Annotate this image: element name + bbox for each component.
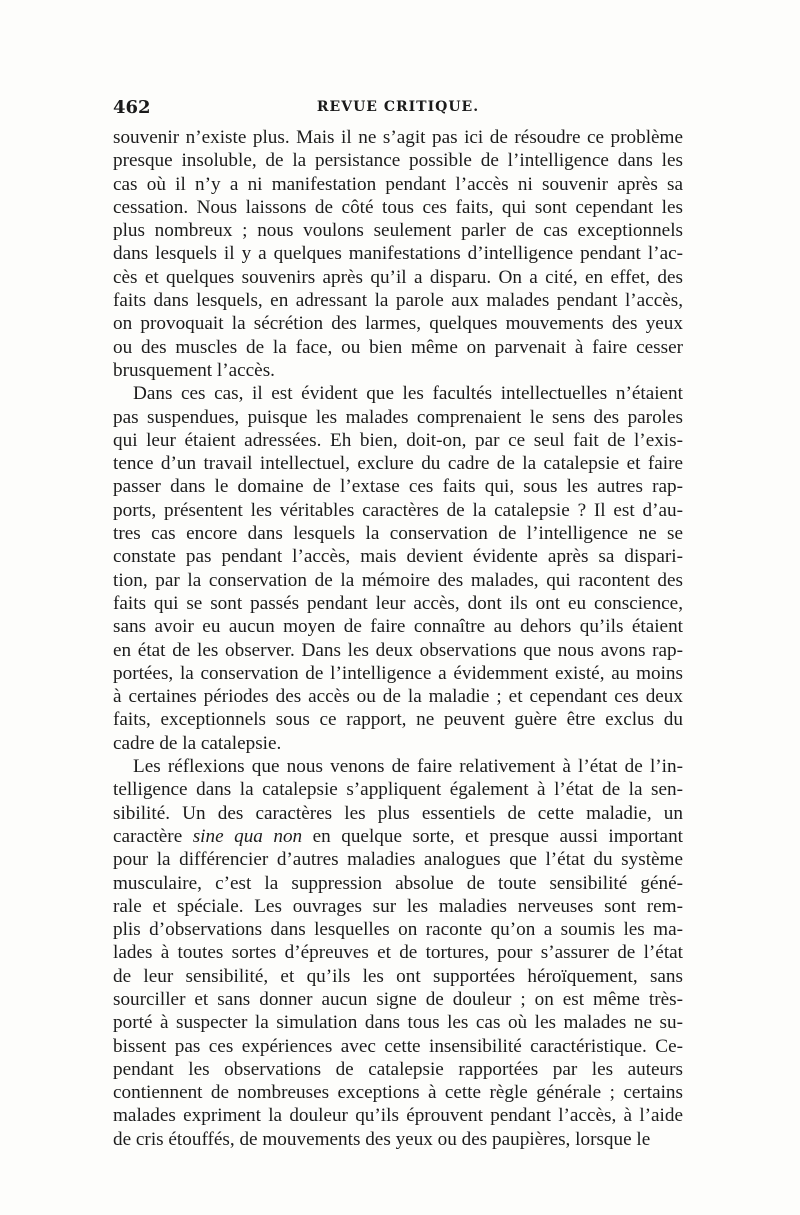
text-line: Dans ces cas, il est évident que les facultés intellectuelles n’étaient: [133, 383, 683, 405]
text-line: presque insoluble, de la persistance possible de l’intelligence dans les: [113, 150, 683, 172]
text-line: bissent pas ces expériences avec cette insensibilité caractéristique. Ce-: [113, 1035, 683, 1057]
text-line: en état de les observer. Dans les deux observations que nous avons rap-: [113, 639, 683, 661]
text-line: ou des muscles de la face, ou bien même on parvenait à faire cesser: [113, 336, 683, 358]
body-text: [113, 126, 683, 1151]
text-line: portées, la conservation de l’intelligence a évidemment existé, au moins: [113, 662, 683, 684]
text-line: de leur sensibilité, et qu’ils les ont supportées héroïquement, sans: [113, 965, 683, 987]
text-line: cès et quelques souvenirs après qu’il a disparu. On a cité, en effet, des: [113, 266, 683, 288]
text-line: pas suspendues, puisque les malades comprenaient le sens des paroles: [113, 406, 683, 428]
text-line: malades expriment la douleur qu’ils éprouvent pendant l’accès, à l’aide: [113, 1105, 683, 1127]
text-line: plis d’observations dans lesquelles on raconte qu’on a soumis les ma-: [113, 919, 683, 941]
text-line: rale et spéciale. Les ouvrages sur les maladies nerveuses sont rem-: [113, 895, 683, 917]
text-line: contiennent de nombreuses exceptions à cette règle générale ; certains: [113, 1082, 683, 1104]
text-line: plus nombreux ; nous voulons seulement parler de cas exceptionnels: [113, 220, 683, 242]
text-line: constate pas pendant l’accès, mais devient évidente après sa dispari-: [113, 546, 683, 568]
text-line: tres cas encore dans lesquels la conservation de l’intelligence ne se: [113, 523, 683, 545]
text-line: pour la différencier d’autres maladies analogues que l’état du système: [113, 849, 683, 871]
text-line: lades à toutes sortes d’épreuves et de tortures, pour s’assurer de l’état: [113, 942, 683, 964]
text-line: faits dans lesquels, en adressant la parole aux malades pendant l’accès,: [113, 290, 683, 312]
text-line: dans lesquels il y a quelques manifestations d’intelligence pendant l’ac-: [113, 243, 683, 265]
text-line: pendant les observations de catalepsie rapportées par les auteurs: [113, 1058, 683, 1080]
text-line: cessation. Nous laissons de côté tous ces faits, qui sont cependant les: [113, 196, 683, 218]
text-line: on provoquait la sécrétion des larmes, quelques mouvements des yeux: [113, 313, 683, 335]
text-line: cadre de la catalepsie.: [113, 732, 282, 754]
text-line: ports, présentent les véritables caractères de la catalepsie ? Il est d’au-: [113, 499, 683, 521]
text-line: à certaines périodes des accès ou de la maladie ; et cependant ces deux: [113, 686, 683, 708]
text-line: faits, exceptionnels sous ce rapport, ne peuvent guère être exclus du: [113, 709, 683, 731]
text-line: tence d’un travail intellectuel, exclure du cadre de la catalepsie et faire: [113, 453, 683, 475]
page-number: 462: [113, 97, 151, 118]
text-line: musculaire, c’est la suppression absolue de toute sensibilité géné-: [113, 872, 683, 894]
text-line: tion, par la conservation de la mémoire des malades, qui racontent des: [113, 569, 683, 591]
running-head: REVUE CRITIQUE.: [316, 99, 480, 115]
text-line: sibilité. Un des caractères les plus essentiels de cette maladie, un: [113, 802, 683, 824]
text-line: passer dans le domaine de l’extase ces faits qui, sous les autres rap-: [113, 476, 683, 498]
text-line: porté à suspecter la simulation dans tous les cas où les malades ne su-: [113, 1012, 683, 1034]
text-line: telligence dans la catalepsie s’appliquent également à l’état de la sen-: [113, 779, 683, 801]
text-line: brusquement l’accès.: [113, 359, 275, 381]
page-header: [113, 97, 683, 121]
text-line: caractère sine qua non en quelque sorte, et presque aussi important: [113, 825, 683, 847]
text-line: sourciller et sans donner aucun signe de douleur ; on est même très-: [113, 988, 683, 1010]
text-line: Les réflexions que nous venons de faire relativement à l’état de l’in-: [133, 756, 683, 778]
text-line: souvenir n’existe plus. Mais il ne s’agit pas ici de résoudre ce problème: [113, 127, 683, 148]
text-line: faits qui se sont passés pendant leur accès, dont ils ont eu conscience,: [113, 592, 683, 614]
italic-phrase: sine qua non: [192, 825, 303, 847]
text-line: cas où il n’y a ni manifestation pendant l’accès ni souvenir après sa: [113, 173, 683, 195]
text-line: de cris étouffés, de mouvements des yeux ou des paupières, lorsque le: [113, 1128, 651, 1150]
text-line: qui leur étaient adressées. Eh bien, doit-on, par ce seul fait de l’exis-: [113, 429, 683, 451]
text-line: sans avoir eu aucun moyen de faire connaître au dehors qu’ils étaient: [113, 616, 683, 638]
